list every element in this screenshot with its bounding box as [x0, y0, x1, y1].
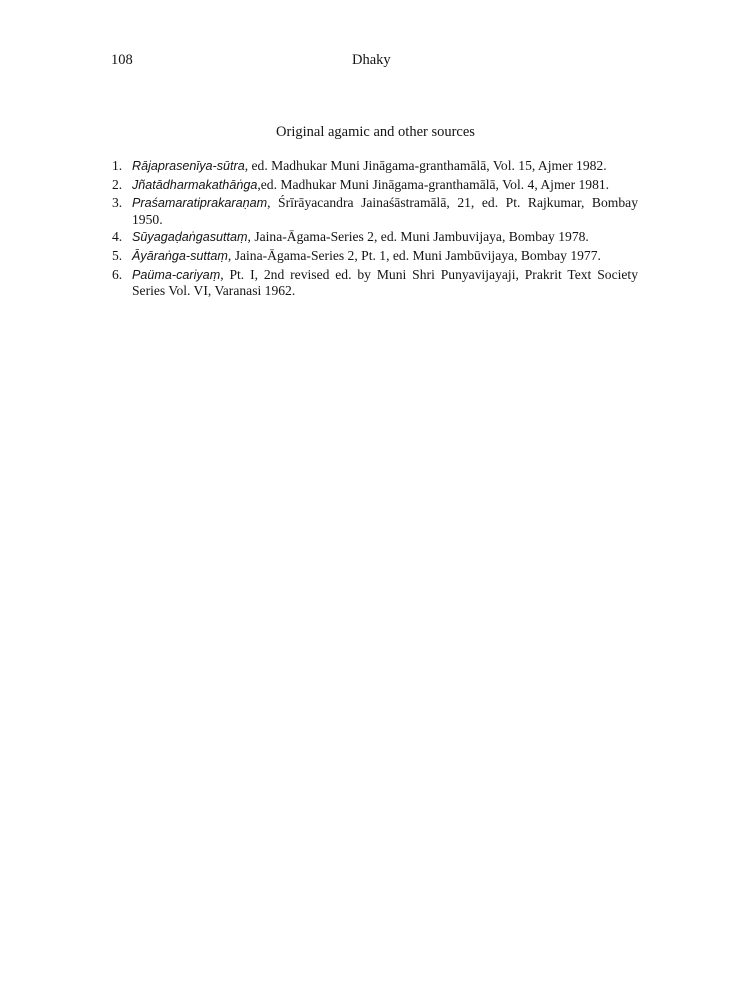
reference-title: Paüma-cariyaṃ: [132, 267, 221, 282]
reference-number: 5.: [112, 247, 123, 263]
reference-item: [108, 267, 638, 299]
reference-item: [108, 248, 638, 265]
reference-title: Jñatādharmakathāṅga: [132, 177, 258, 192]
reference-item: [108, 229, 638, 246]
reference-details: ,ed. Madhukar Muni Jināgama-granthamālā, Vol. 4, Ajmer 1981.: [257, 176, 610, 192]
reference-title: Āyāraṅga-suttaṃ: [132, 248, 228, 263]
page-number: 108: [111, 52, 133, 68]
reference-item: [108, 177, 638, 194]
reference-number: 4.: [112, 229, 123, 245]
reference-details: , ed. Madhukar Muni Jināgama-granthamālā, Vol. 15, Ajmer 1982.: [244, 158, 607, 173]
reference-details: , Jaina-Āgama-Series 2, Pt. 1, ed. Muni Jambūvijaya, Bombay 1977.: [227, 247, 601, 263]
reference-item: [108, 158, 638, 175]
section-heading: Original agamic and other sources: [276, 124, 475, 140]
reference-number: 2.: [112, 176, 123, 192]
reference-title: Rājaprasenīya-sūtra: [132, 159, 245, 173]
reference-list: [108, 158, 638, 301]
reference-details: , Jaina-Āgama-Series 2, ed. Muni Jambuvijaya, Bombay 1978.: [247, 229, 589, 245]
reference-details: , Śrīrāyacandra Jainaśāstramālā, 21, ed. Pt. Rajkumar, Bombay 1950.: [132, 195, 638, 227]
reference-number: 3.: [112, 195, 123, 211]
reference-number: 1.: [112, 158, 123, 173]
reference-details: , Pt. I, 2nd revised ed. by Muni Shri Punyavijayaji, Prakrit Text Society Series Vol. VI, Varanasi 1962.: [132, 266, 638, 299]
reference-item: [108, 195, 638, 227]
reference-title: Sūyagaḍaṅgasuttaṃ: [132, 230, 248, 245]
running-title: Dhaky: [352, 52, 391, 68]
reference-number: 6.: [112, 266, 123, 282]
reference-title: Praśamaratiprakaraṇam: [132, 196, 268, 211]
running-head: [0, 52, 737, 72]
